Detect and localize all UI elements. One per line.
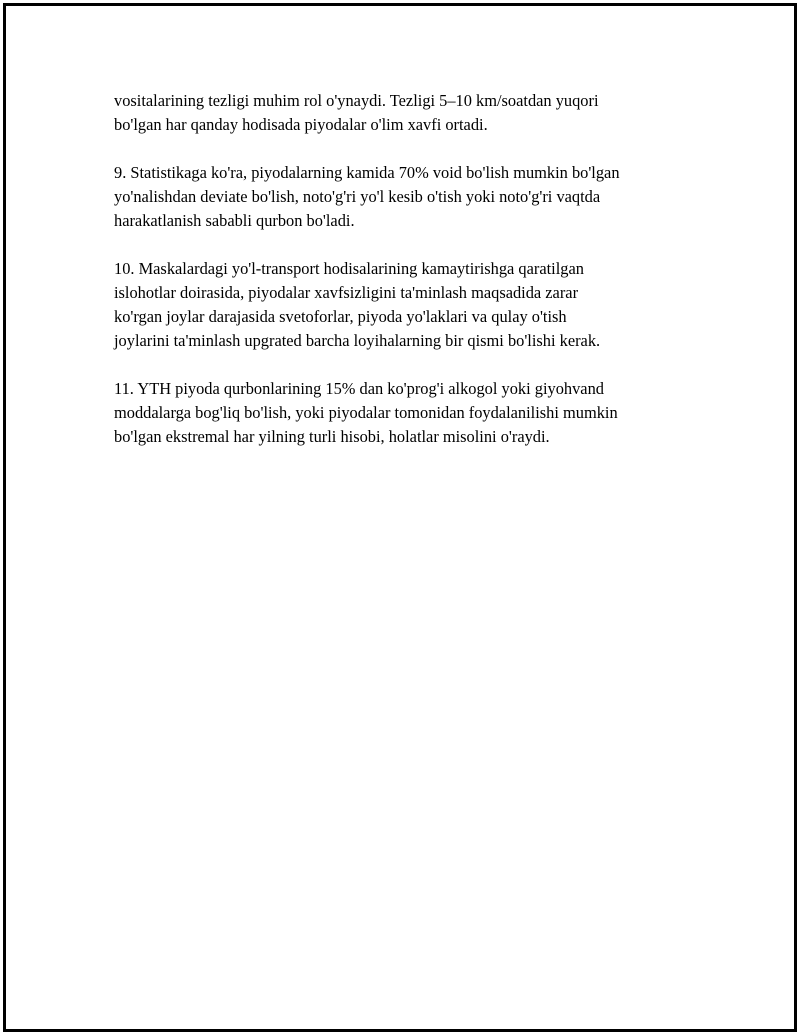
paragraph-item-9	[114, 161, 714, 233]
text-line: 11. YTH piyoda qurbonlarining 15% dan ko'prog'i alkogol yoki giyohvand	[114, 379, 604, 398]
paragraph-item-11	[114, 377, 714, 449]
text-line: bo'lgan ekstremal har yilning turli hisobi, holatlar misolini o'raydi.	[114, 427, 550, 446]
text-line: 9. Statistikaga ko'ra, piyodalarning kamida 70% void bo'lish mumkin bo'lgan	[114, 163, 620, 182]
text-line: joylarini ta'minlash upgrated barcha loyihalarning bir qismi bo'lishi kerak.	[114, 331, 601, 350]
text-line: 10. Maskalardagi yo'l-transport hodisalarining kamaytirishga qaratilgan	[114, 259, 584, 278]
text-line: bo'lgan har qanday hodisada piyodalar o'lim xavfi ortadi.	[114, 115, 488, 134]
paragraph-item-10	[114, 257, 714, 353]
text-line: moddalarga bog'liq bo'lish, yoki piyodalar tomonidan foydalanilishi mumkin	[114, 403, 618, 422]
text-line: ko'rgan joylar darajasida svetoforlar, piyoda yo'laklari va qulay o'tish	[114, 307, 567, 326]
paragraph-continued	[114, 89, 714, 137]
text-line: islohotlar doirasida, piyodalar xavfsizligini ta'minlash maqsadida zarar	[114, 283, 579, 302]
text-line: vositalarining tezligi muhim rol o'ynaydi. Tezligi 5–10 km/soatdan yuqori	[114, 91, 599, 110]
text-line: yo'nalishdan deviate bo'lish, noto'g'ri yo'l kesib o'tish yoki noto'g'ri vaqtda	[114, 187, 601, 206]
text-line: harakatlanish sababli qurbon bo'ladi.	[114, 211, 355, 230]
document-body	[114, 89, 714, 473]
